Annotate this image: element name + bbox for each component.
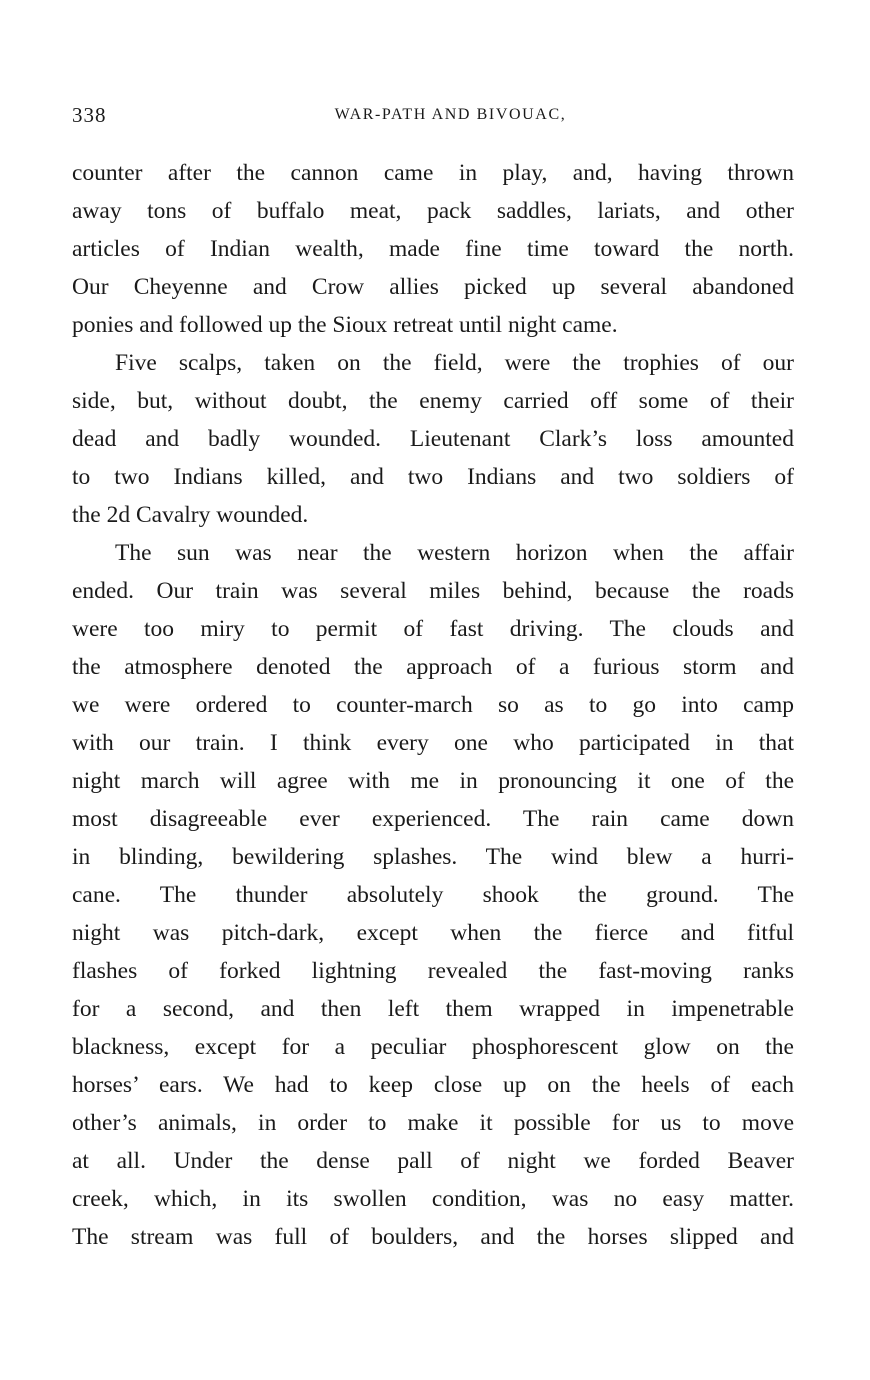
text-line: Our Cheyenne and Crow allies picked up several abandoned xyxy=(72,274,794,300)
page-number: 338 xyxy=(72,103,107,127)
text-line: horses’ ears. We had to keep close up on the heels of each xyxy=(72,1072,794,1098)
text-line: night march will agree with me in pronouncing it one of the xyxy=(72,768,794,794)
text-line: at all. Under the dense pall of night we forded Beaver xyxy=(72,1148,794,1174)
running-head xyxy=(72,100,799,130)
text-line: creek, which, in its swollen condition, was no easy matter. xyxy=(72,1186,794,1212)
text-line: for a second, and then left them wrapped in impenetrable xyxy=(72,996,794,1022)
text-line: flashes of forked lightning revealed the fast-moving ranks xyxy=(72,958,794,984)
text-line: in blinding, bewildering splashes. The wind blew a hurri- xyxy=(72,844,794,870)
text-line: The sun was near the western horizon when the affair xyxy=(115,540,794,566)
text-line: night was pitch-dark, except when the fierce and fitful xyxy=(72,920,794,946)
text-line: ponies and followed up the Sioux retreat until night came. xyxy=(72,312,618,338)
text-line: blackness, except for a peculiar phosphorescent glow on the xyxy=(72,1034,794,1060)
text-line: dead and badly wounded. Lieutenant Clark’s loss amounted xyxy=(72,426,794,452)
text-line: we were ordered to counter-march so as to go into camp xyxy=(72,692,794,718)
text-line: with our train. I think every one who participated in that xyxy=(72,730,794,756)
text-line: most disagreeable ever experienced. The rain came down xyxy=(72,806,794,832)
paragraph-1 xyxy=(72,154,794,344)
text-line: counter after the cannon came in play, and, having thrown xyxy=(72,160,794,186)
text-line: Five scalps, taken on the field, were the trophies of our xyxy=(115,350,794,376)
text-line: side, but, without doubt, the enemy carried off some of their xyxy=(72,388,794,414)
paragraph-2 xyxy=(72,344,794,534)
text-line: to two Indians killed, and two Indians and two soldiers of xyxy=(72,464,794,490)
text-line: other’s animals, in order to make it possible for us to move xyxy=(72,1110,794,1136)
text-line: the 2d Cavalry wounded. xyxy=(72,502,309,528)
text-line: cane. The thunder absolutely shook the ground. The xyxy=(72,882,794,908)
text-line: were too miry to permit of fast driving. The clouds and xyxy=(72,616,794,642)
paragraph-3 xyxy=(72,534,794,1256)
text-line: away tons of buffalo meat, pack saddles, lariats, and other xyxy=(72,198,794,224)
text-line: articles of Indian wealth, made fine time toward the north. xyxy=(72,236,794,262)
text-line: ended. Our train was several miles behind, because the roads xyxy=(72,578,794,604)
text-line: The stream was full of boulders, and the horses slipped and xyxy=(72,1224,794,1250)
text-line: the atmosphere denoted the approach of a furious storm and xyxy=(72,654,794,680)
body-text xyxy=(72,154,794,1256)
running-title: WAR-PATH AND BIVOUAC, xyxy=(334,106,567,123)
